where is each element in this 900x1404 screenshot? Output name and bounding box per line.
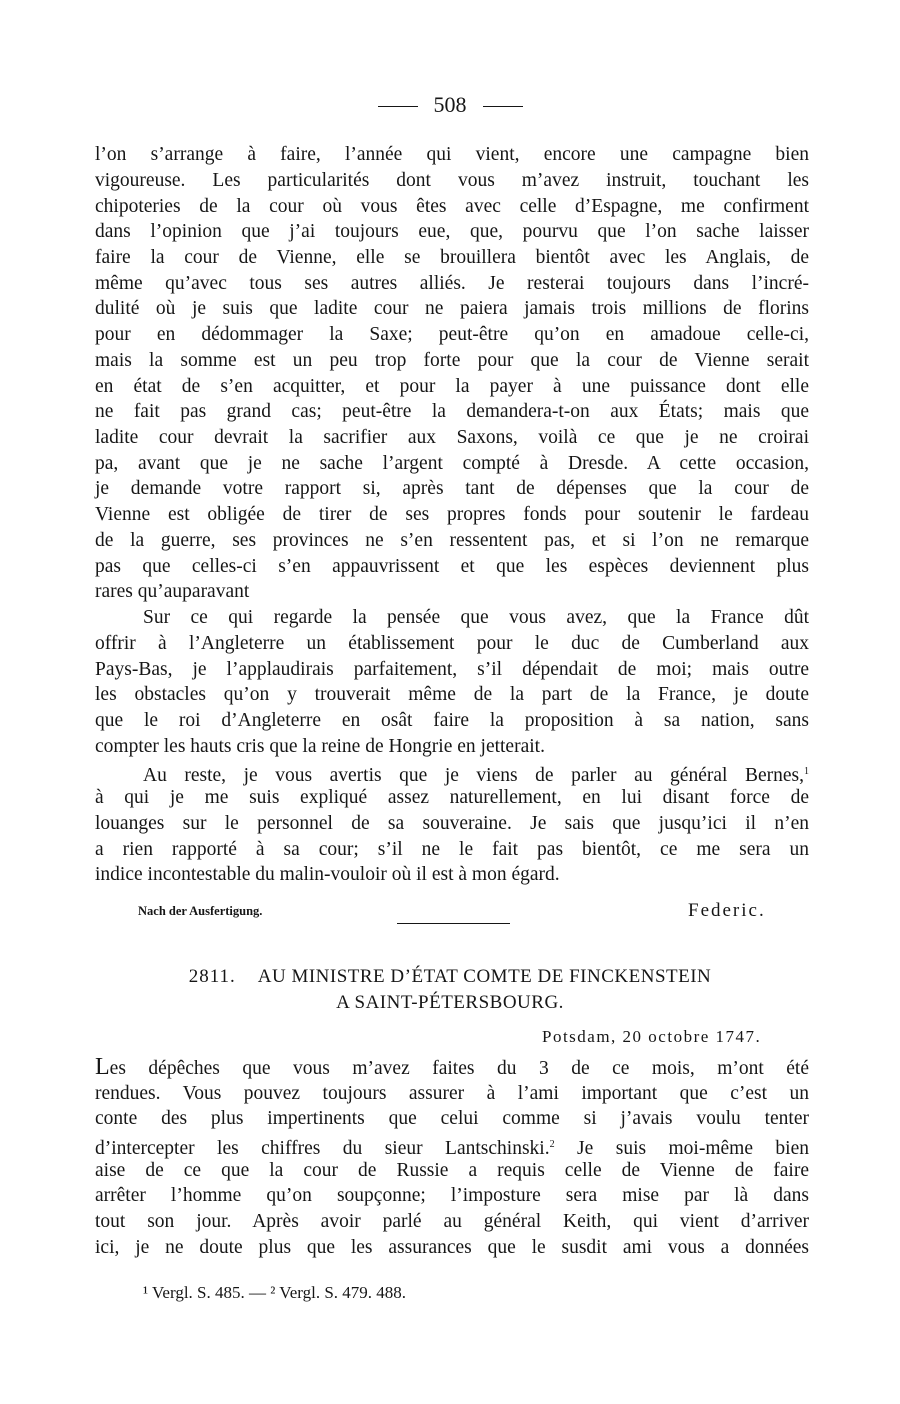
text-line: a rien rapporté à sa cour; s’il ne le fait pas bientôt, ce me sera un [95,839,809,860]
text-line: les obstacles qu’on y trouverait même de la part de la France, je doute [95,684,809,705]
letter-heading-line-1 [0,966,900,988]
text-line: Vienne est obligée de tirer de ses propres fonds pour soutenir le fardeau [95,504,809,525]
letter-heading-line-2: A SAINT-PÉTERSBOURG. [336,992,564,1013]
text-line: même qu’avec tous ses autres alliés. Je resterai toujours dans l’incré- [95,273,809,294]
header-dash-left [378,106,418,107]
text-line: dulité où je suis que ladite cour ne paiera jamais trois millions de florins [95,298,809,319]
text-segment: d’intercepter les chiffres du sieur Lantschinski. [95,1138,550,1159]
signature: Federic. [688,900,766,921]
text-line: à qui je me suis expliqué assez naturellement, en lui disant force de [95,787,809,808]
text-line: pour en dédommager la Saxe; peut-être qu’on en amadoue celle-ci, [95,324,809,345]
text-line: l’on s’arrange à faire, l’année qui vient, encore une campagne bien [95,144,809,165]
text-line: offrir à l’Angleterre un établissement pour le duc de Cumberland aux [95,633,809,654]
text-segment: es dépêches que vous m’avez faites du 3 de ce mois, m’ont été [109,1058,809,1079]
source-note: Nach der Ausfertigung. [138,904,263,918]
text-line: arrêter l’homme qu’on soupçonne; l’imposture sera mise par là dans [95,1185,809,1206]
text-line: ici, je ne doute plus que les assurances que le susdit ami vous a données [95,1237,809,1258]
text-line: louanges sur le personnel de sa souveraine. Je sais que jusqu’ici il n’en [95,813,809,834]
header-dash-right [483,106,523,107]
text-segment: Je suis moi-même bien [577,1138,810,1159]
section-divider [397,923,510,924]
page-number: 508 [433,92,467,117]
text-line: vigoureuse. Les particularités dont vous m’avez instruit, touchant les [95,170,809,191]
text-line: en état de s’en acquitter, et pour la payer à une puissance dont elle [95,376,809,397]
text-line: mais la somme est un peu trop forte pour que la cour de Vienne serait [95,350,809,371]
text-line: aise de ce que la cour de Russie a requis celle de Vienne de faire [95,1160,809,1181]
text-line: ne fait pas grand cas; peut-être la demandera-t-on aux États; mais que [95,401,809,422]
dateline: Potsdam, 20 octobre 1747. [542,1027,762,1046]
drop-cap: L [95,1054,110,1080]
text-line: que le roi d’Angleterre en osât faire la proposition à sa nation, sans [95,710,809,731]
text-line: dans l’opinion que j’ai toujours eue, que, pourvu que l’on sache laisser [95,221,809,242]
text-line: de la guerre, ses provinces ne s’en ressentent pas, et si l’on ne remarque [95,530,809,551]
text-line [95,1054,809,1082]
text-line: pa, avant que je ne sache l’argent compté à Dresde. A cette occasion, [95,453,809,474]
text-segment: Au reste, je vous avertis que je viens de parler au général Bernes, [143,765,804,786]
text-line: faire la cour de Vienne, elle se brouillera bientôt avec les Anglais, de [95,247,809,268]
page-header [0,92,900,118]
footnote-mark: 1 [804,766,809,777]
text-line: ladite cour devrait la sacrifier aux Saxons, voilà ce que je ne croirai [95,427,809,448]
text-line: indice incontestable du malin-vouloir où il est à mon égard. [95,864,560,885]
text-line: tout son jour. Après avoir parlé au général Keith, qui vient d’arriver [95,1211,809,1232]
text-line: Pays-Bas, je l’applaudirais parfaitement, s’il dépendait de moi; mais outre [95,659,809,680]
text-line: je demande votre rapport si, après tant de dépenses que la cour de [95,478,809,499]
text-line: compter les hauts cris que la reine de Hongrie en jetterait. [95,736,545,757]
footnote-mark: 2 [549,1139,555,1150]
text-line: rendues. Vous pouvez toujours assurer à l’ami important que c’est un [95,1083,809,1104]
text-line: conte des plus impertinents que celui comme si j’avais voulu tenter [95,1108,809,1129]
footnotes: ¹ Vergl. S. 485. — ² Vergl. S. 479. 488. [143,1283,407,1302]
letter-title: AU MINISTRE D’ÉTAT COMTE DE FINCKENSTEIN [257,966,712,987]
text-line: chipoteries de la cour où vous êtes avec celle d’Espagne, me confirment [95,196,809,217]
text-line: pas que celles-ci s’en appauvrissent et que les espèces deviennent plus [95,556,809,577]
letter-number: 2811. [188,966,236,987]
text-line: Sur ce qui regarde la pensée que vous avez, que la France dût [143,607,809,628]
text-line: rares qu’auparavant [95,581,250,602]
